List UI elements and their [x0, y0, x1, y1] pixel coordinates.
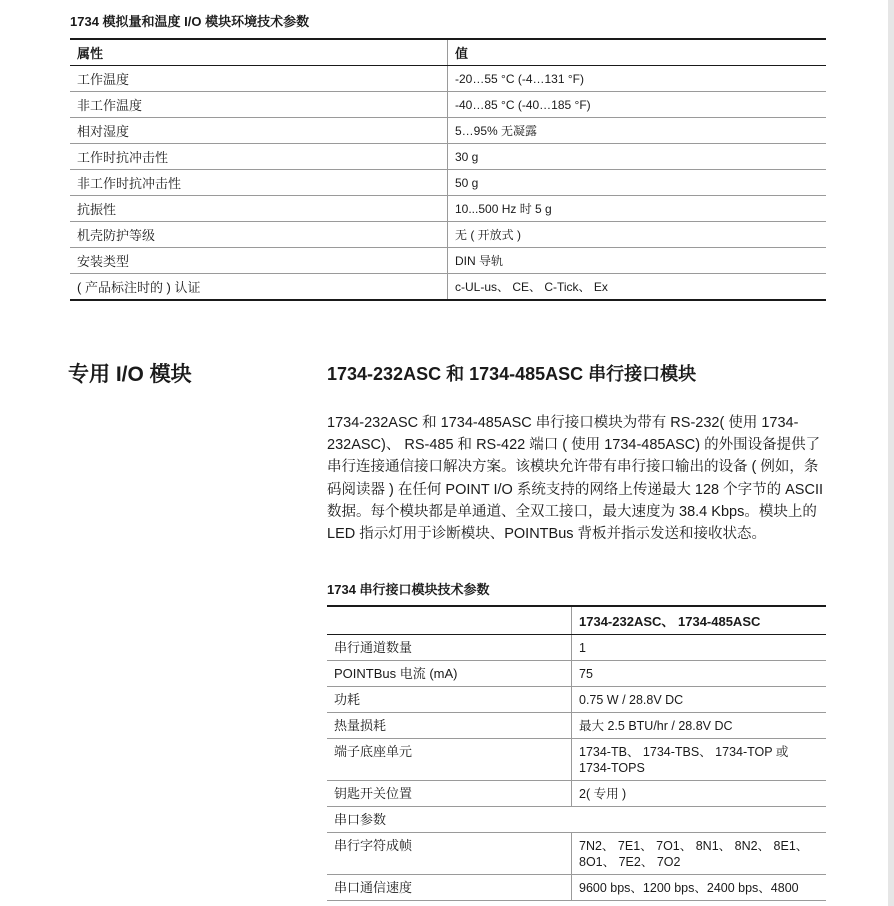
value-cell: 2( 专用 ): [572, 781, 827, 807]
table-row: [70, 144, 826, 170]
table-row: [327, 635, 826, 661]
value-cell: 10...500 Hz 时 5 g: [448, 196, 827, 222]
table-row: [327, 875, 826, 901]
page-edge-strip: [888, 0, 894, 906]
value-cell: -20…55 °C (-4…131 °F): [448, 66, 827, 92]
table-group-row: [327, 807, 826, 833]
param-cell: 钥匙开关位置: [327, 781, 572, 807]
table-row: [70, 170, 826, 196]
value-cell: 0.75 W / 28.8V DC: [572, 687, 827, 713]
table-row: [70, 118, 826, 144]
attr-cell: 非工作温度: [70, 92, 448, 118]
table-row: [327, 739, 826, 781]
value-cell: DIN 导轨: [448, 248, 827, 274]
table-row: [327, 781, 826, 807]
table-row: [70, 222, 826, 248]
value-cell: 50 g: [448, 170, 827, 196]
table-row: [327, 713, 826, 739]
header-models: 1734-232ASC、 1734-485ASC: [572, 606, 827, 635]
table-row: [70, 274, 826, 301]
value-cell: -40…85 °C (-40…185 °F): [448, 92, 827, 118]
section-heading: 专用 I/O 模块: [68, 363, 192, 386]
attr-cell: 安装类型: [70, 248, 448, 274]
table-row: [70, 248, 826, 274]
table-header-row: [327, 606, 826, 635]
value-cell: 1734-TB、 1734-TBS、 1734-TOP 或 1734-TOPS: [572, 739, 827, 781]
value-cell: 75: [572, 661, 827, 687]
param-cell: POINTBus 电流 (mA): [327, 661, 572, 687]
attr-cell: 机壳防护等级: [70, 222, 448, 248]
env-table-title: 1734 模拟量和温度 I/O 模块环境技术参数: [70, 14, 310, 29]
description-paragraph: 1734-232ASC 和 1734-485ASC 串行接口模块为带有 RS-232( 使用 1734-232ASC)、 RS-485 和 RS-422 端口 ( 使用 1734-485ASC) 的外围设备提供了串行连接通信接口解决方案。该模块允许带有串行接口输出的设备 ( 例如，条码阅读器 ) 在任何 POINT I/O 系统支持的网络上传递最大 128 个字节的 ASCII 数据。每个模块都是单通道、全双工接口，最大速度为 38.4 Kbps。模块上的 LED 指示灯用于诊断模块、POINTBus 背板并指示发送和接收状态。: [327, 415, 823, 543]
value-cell: 最大 2.5 BTU/hr / 28.8V DC: [572, 713, 827, 739]
header-attribute: 属性: [70, 39, 448, 66]
value-cell: 7N2、 7E1、 7O1、 8N1、 8N2、 8E1、 8O1、 7E2、 7O2: [572, 833, 827, 875]
param-cell: 端子底座单元: [327, 739, 572, 781]
param-cell: 串行字符成帧: [327, 833, 572, 875]
table-header-row: [70, 39, 826, 66]
value-cell: 1: [572, 635, 827, 661]
subsection-heading: 1734-232ASC 和 1734-485ASC 串行接口模块: [327, 364, 697, 384]
param-cell: 串口通信速度: [327, 875, 572, 901]
param-cell: 热量损耗: [327, 713, 572, 739]
table-row: [327, 661, 826, 687]
value-cell: 30 g: [448, 144, 827, 170]
attr-cell: 相对湿度: [70, 118, 448, 144]
param-cell: 串行通道数量: [327, 635, 572, 661]
attr-cell: 工作温度: [70, 66, 448, 92]
serial-table-title: 1734 串行接口模块技术参数: [327, 582, 490, 597]
group-label-cell: 串口参数: [327, 807, 826, 833]
attr-cell: 抗振性: [70, 196, 448, 222]
param-cell: 功耗: [327, 687, 572, 713]
value-cell: 无 ( 开放式 ): [448, 222, 827, 248]
table-row: [327, 687, 826, 713]
attr-cell: 工作时抗冲击性: [70, 144, 448, 170]
header-blank: [327, 606, 572, 635]
serial-spec-table: [327, 605, 826, 901]
table-row: [70, 92, 826, 118]
value-cell: c-UL-us、 CE、 C-Tick、 Ex: [448, 274, 827, 301]
table-row: [70, 66, 826, 92]
value-cell: 9600 bps、1200 bps、2400 bps、4800: [572, 875, 827, 901]
attr-cell: ( 产品标注时的 ) 认证: [70, 274, 448, 301]
table-row: [70, 196, 826, 222]
value-cell: 5…95% 无凝露: [448, 118, 827, 144]
attr-cell: 非工作时抗冲击性: [70, 170, 448, 196]
header-value: 值: [448, 39, 827, 66]
env-spec-table: [70, 38, 826, 301]
table-row: [327, 833, 826, 875]
